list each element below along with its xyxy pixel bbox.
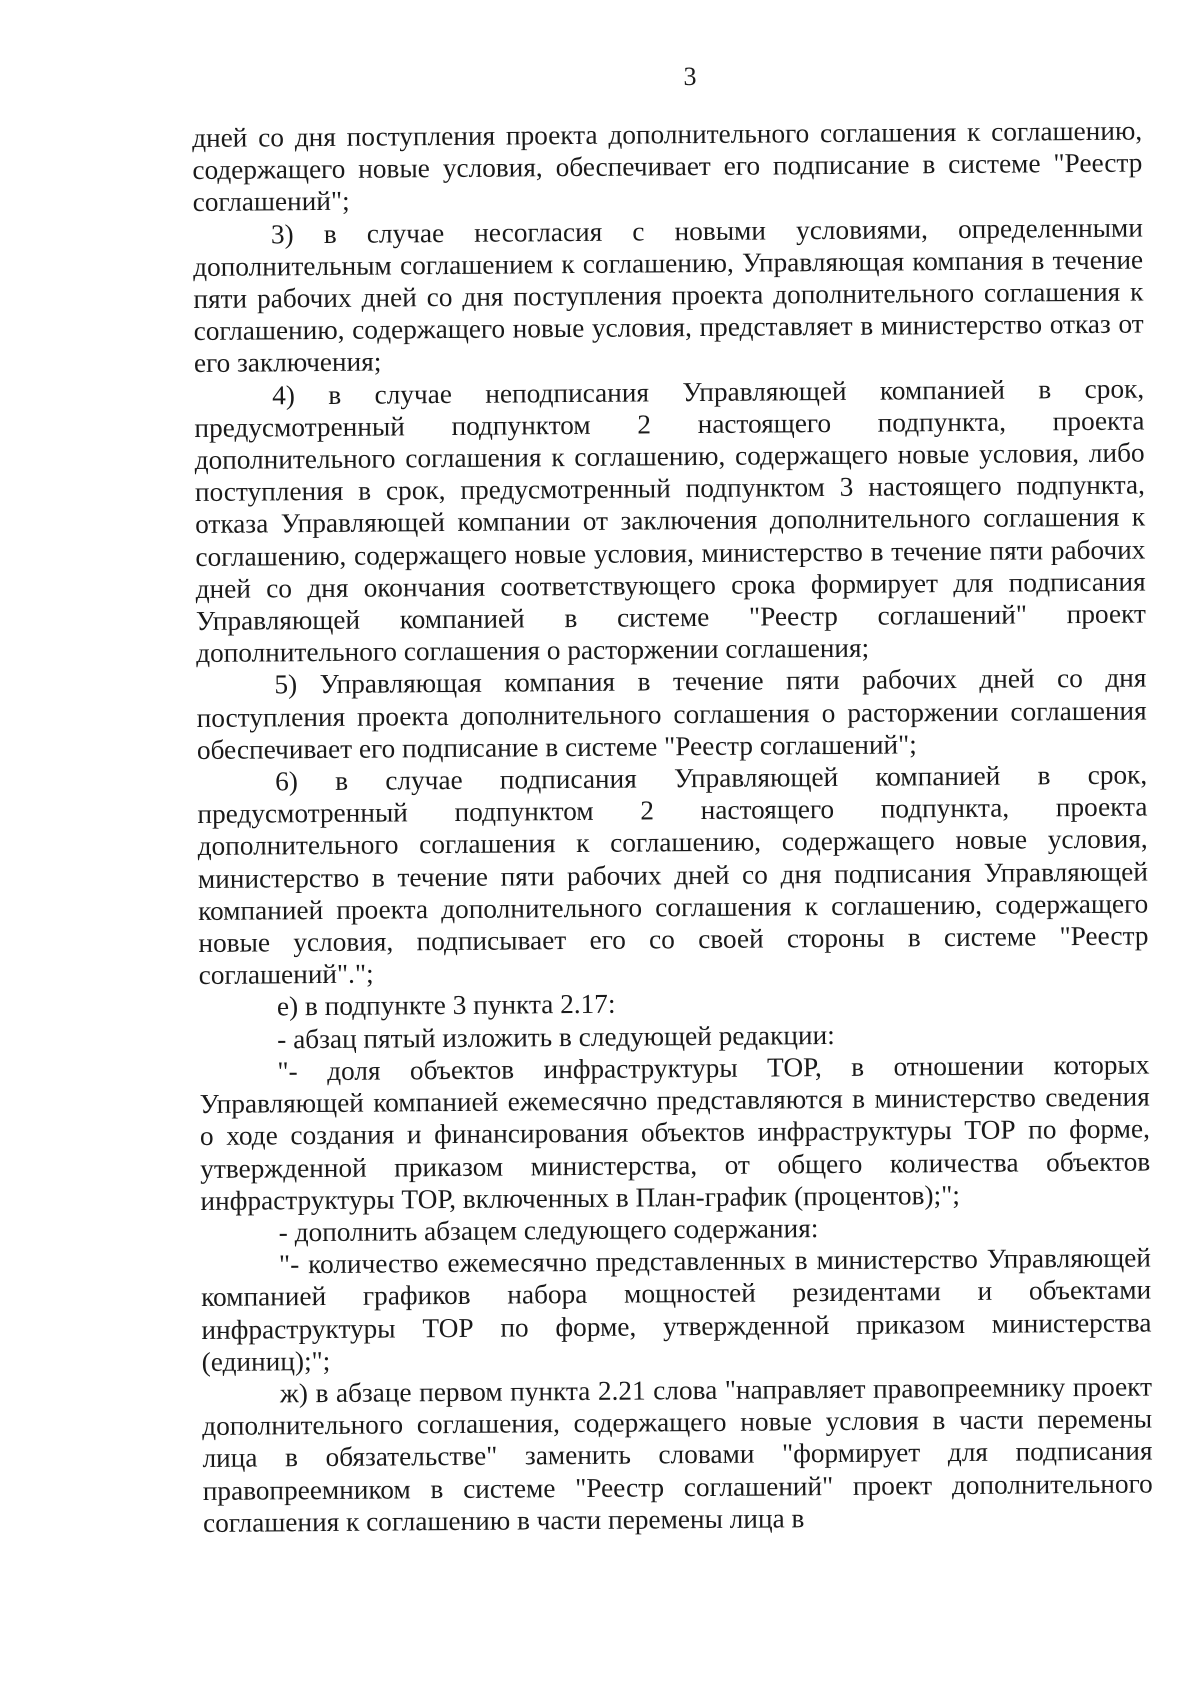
paragraph-quote-count: "- количество ежемесячно представленных в министерство Управляющей компанией графиков набора мощностей резидентами и объектами инфраструктуры ТОР по форме, утвержденной приказом министерства (единиц);"; <box>201 1242 1152 1377</box>
paragraph-item-4: 4) в случае неподписания Управляющей компанией в срок, предусмотренный подпунктом 2 настоящего подпункта, проекта дополнительного соглашения к соглашению, содержащего новые условия, либо поступления в срок, предусмотренный подпунктом 3 настоящего подпункта, отказа Управляющей компании от заключения дополнительного соглашения к соглашению, содержащего новые условия, министерство в течение пяти рабочих дней со дня окончания соответствующего срока формирует для подписания Управляющей компанией в системе "Реестр соглашений" проект дополнительного соглашения о расторжении соглашения; <box>194 373 1147 669</box>
paragraph-item-zh: ж) в абзаце первом пункта 2.21 слова "направляет правопреемнику проект дополнительного соглашения, содержащего новые условия в части перемены лица в обязательстве" заменить словами "формирует для подписания правопреемником в системе "Реестр соглашений" проект дополнительного соглашения к соглашению в части перемены лица в <box>202 1371 1153 1538</box>
paragraph-add-abzac: - дополнить абзацем следующего содержания: <box>278 1213 819 1248</box>
paragraph-item-e: е) в подпункте 3 пункта 2.17: <box>276 989 616 1022</box>
paragraph-abzac-fifth: - абзац пятый изложить в следующей редакции: <box>277 1019 835 1055</box>
paragraph-item-6: 6) в случае подписания Управляющей компанией в срок, предусмотренный подпунктом 2 настоящего подпункта, проекта дополнительного соглашения к соглашению, содержащего новые условия, министерство в течение пяти рабочих дней со дня подписания Управляющей компанией проекта дополнительного соглашения к соглашению, содержащего новые условия, подписывает его со своей стороны в системе "Реестр соглашений"."; <box>197 759 1149 991</box>
document-body <box>192 115 1153 1539</box>
page-number: 3 <box>683 62 697 91</box>
paragraph-item-5: 5) Управляющая компания в течение пяти рабочих дней со дня поступления проекта дополнительного соглашения о расторжении соглашения обеспечивает его подписание в системе "Реестр соглашений"; <box>196 662 1147 765</box>
paragraph-continuation: дней со дня поступления проекта дополнительного соглашения к соглашению, содержащего новые условия, обеспечивает его подписание в системе "Реестр соглашений"; <box>192 115 1143 218</box>
paragraph-item-3: 3) в случае несогласия с новыми условиями, определенными дополнительным соглашением к соглашению, Управляющая компания в течение пяти рабочих дней со дня поступления проекта дополнительного соглашения к соглашению, содержащего новые условия, представляет в министерство отказ от его заключения; <box>193 212 1144 379</box>
paragraph-quote-share: "- доля объектов инфраструктуры ТОР, в отношении которых Управляющей компанией ежемесячно представляются в министерство сведения о ходе создания и финансирования объектов инфраструктуры ТОР по форме, утвержденной приказом министерства, от общего количества объектов инфраструктуры ТОР, включенных в План-график (процентов);"; <box>199 1049 1151 1216</box>
